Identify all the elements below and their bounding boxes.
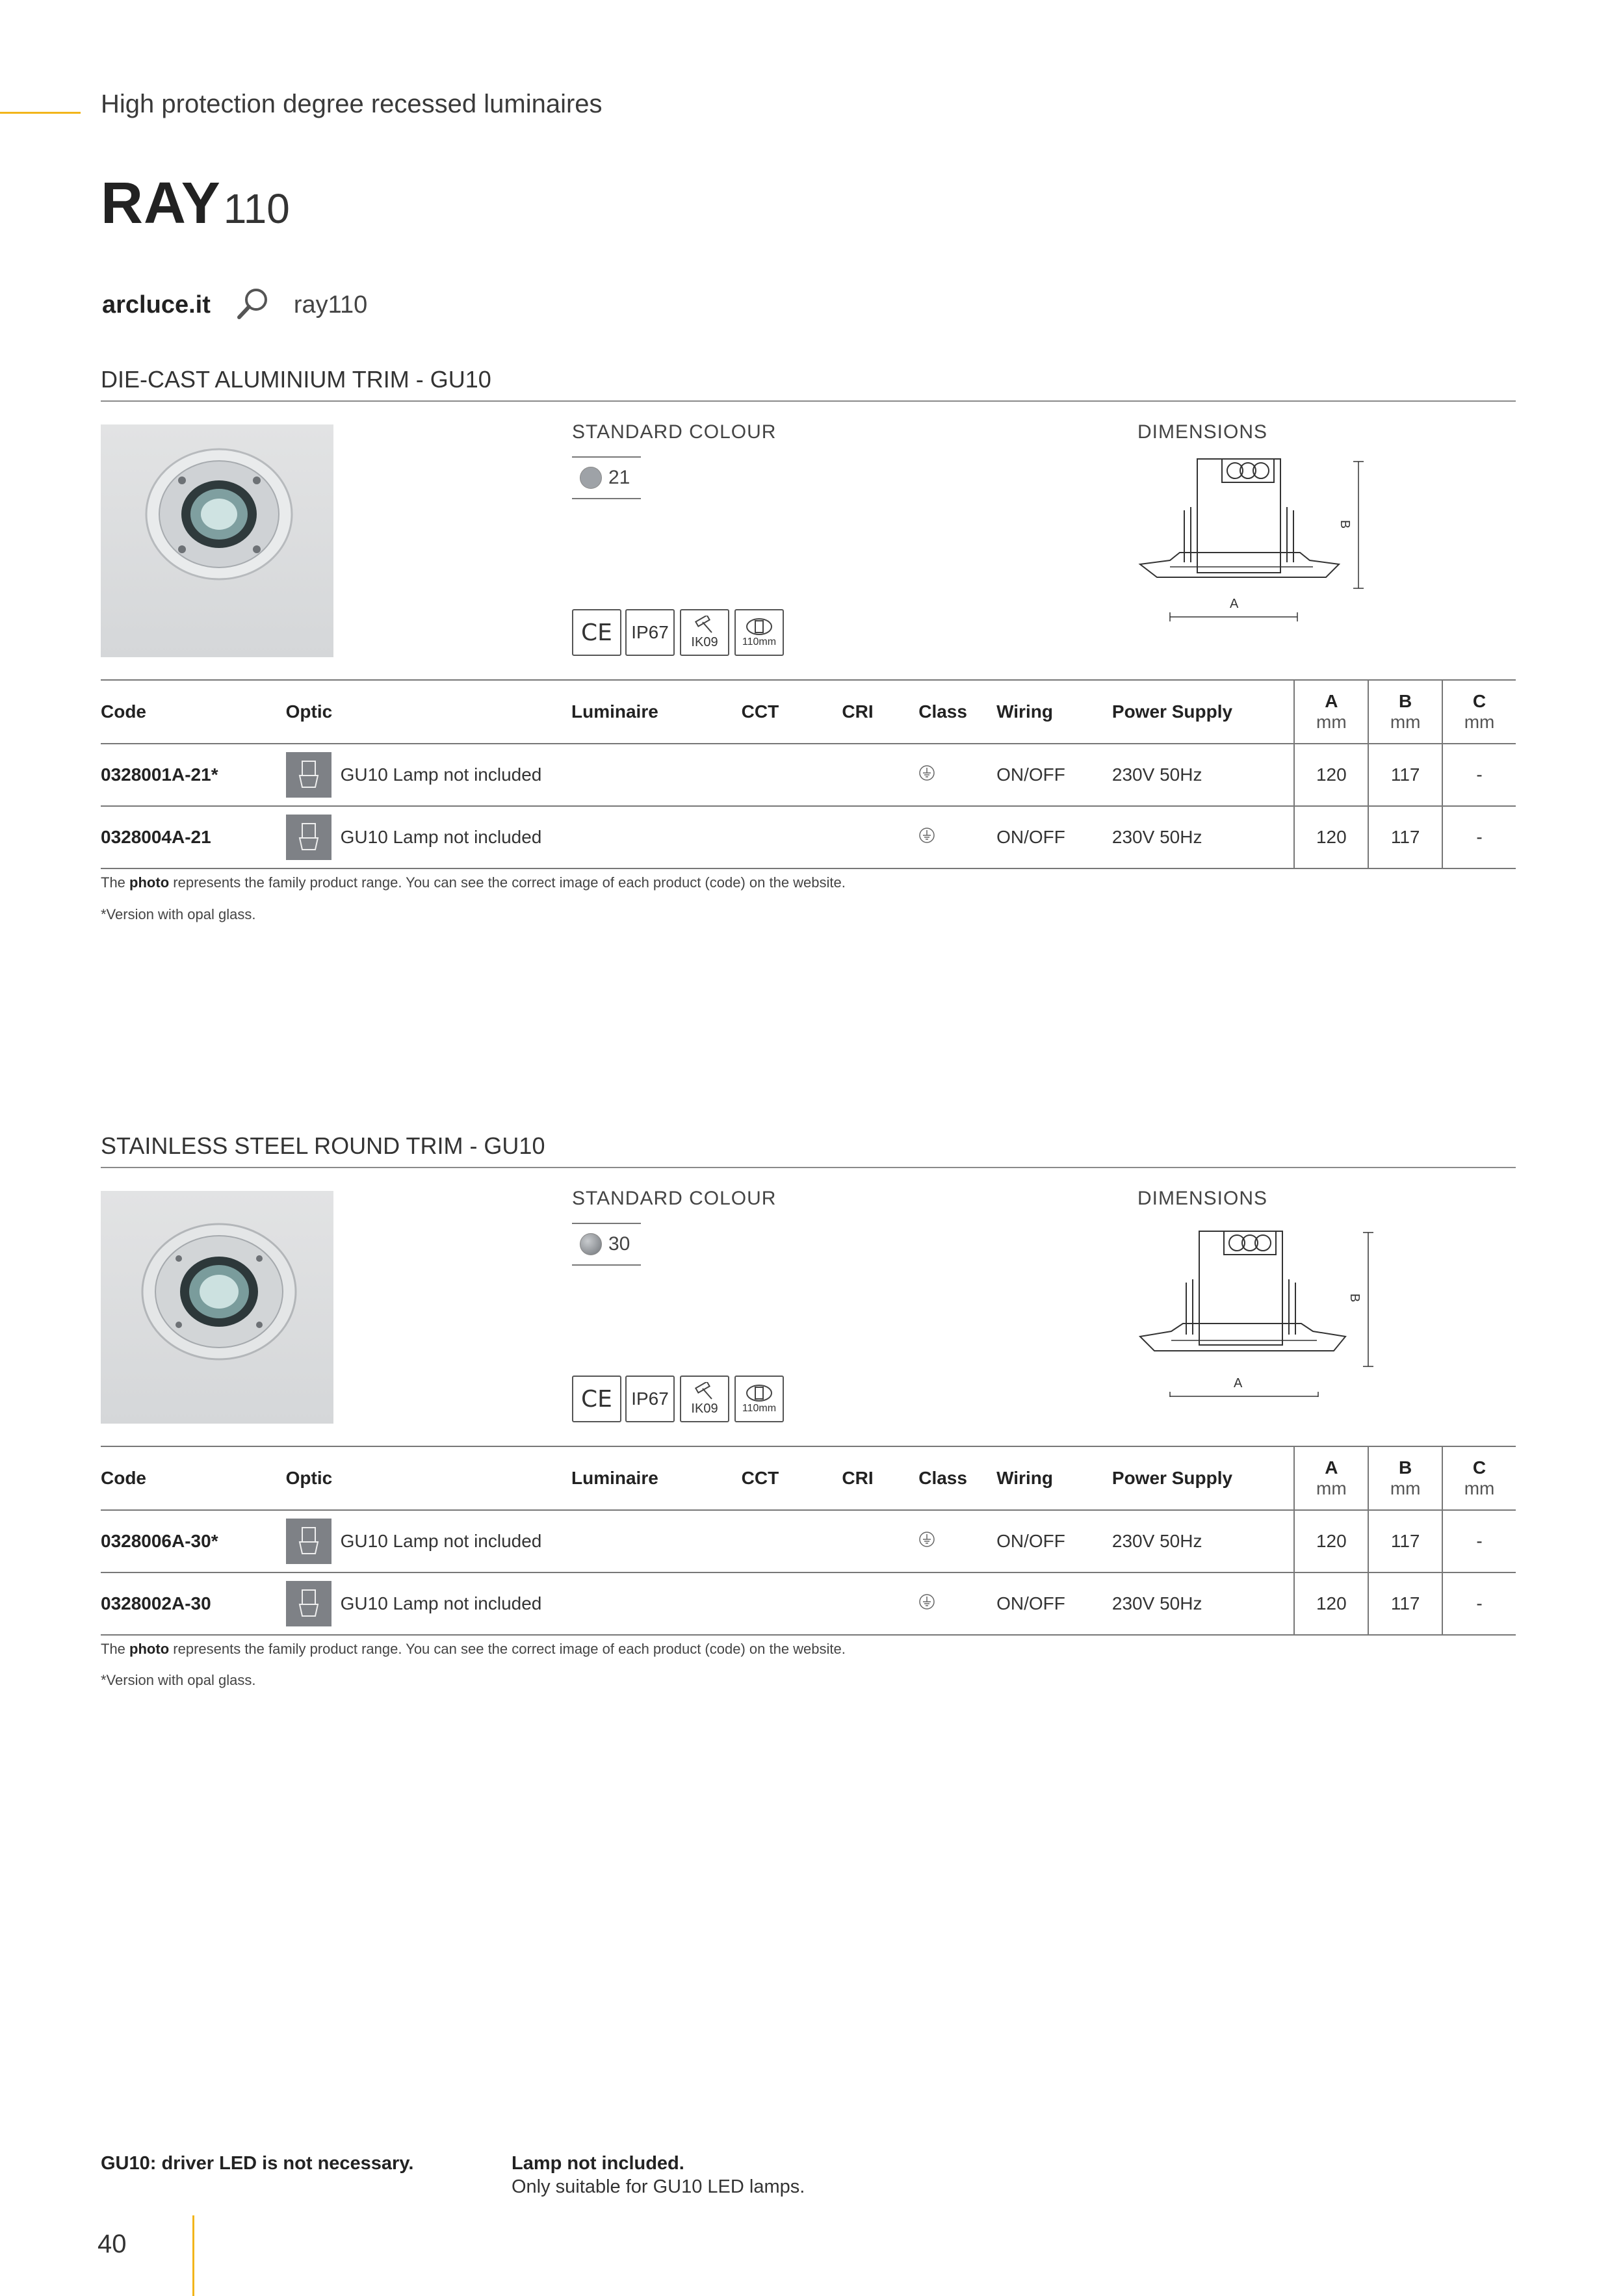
optic-text: GU10 Lamp not included [340, 827, 542, 847]
cri-cell [842, 1572, 918, 1635]
footer-accent-line [192, 2215, 194, 2296]
product-code[interactable]: 0328004A-21 [101, 806, 286, 868]
gu10-lamp-icon [286, 752, 331, 798]
wiring-cell: ON/OFF [996, 806, 1112, 868]
wiring-cell: ON/OFF [996, 1510, 1112, 1572]
dim-b-cell: 117 [1368, 744, 1442, 806]
product-photo [101, 1191, 333, 1424]
section-title: STAINLESS STEEL ROUND TRIM - GU10 [101, 1132, 545, 1159]
col-cri: CRI [842, 1446, 918, 1510]
col-b: B mm [1368, 680, 1442, 744]
colour-option[interactable] [572, 456, 641, 499]
class-cell [918, 1572, 996, 1635]
product-code[interactable]: 0328006A-30* [101, 1510, 286, 1572]
cutout-icon [744, 1383, 774, 1403]
dim-c-cell: - [1442, 744, 1516, 806]
dimension-drawing [1131, 449, 1378, 624]
gu10-lamp-icon [286, 815, 331, 860]
search-keyword[interactable]: ray110 [293, 291, 368, 319]
opal-glass-note: *Version with opal glass. [101, 906, 256, 922]
dim-a-cell: 120 [1294, 1510, 1368, 1572]
col-c: C mm [1442, 680, 1516, 744]
col-a: A mm [1294, 1446, 1368, 1510]
luminaire-cell [571, 744, 742, 806]
table-row[interactable] [101, 1572, 1516, 1635]
photo-note: The photo represents the family product range. You can see the correct image of each product (code) on the website. [101, 874, 846, 891]
cct-cell [742, 1510, 842, 1572]
cct-cell [742, 744, 842, 806]
cri-cell [842, 1510, 918, 1572]
power-cell: 230V 50Hz [1112, 1510, 1295, 1572]
col-b: B mm [1368, 1446, 1442, 1510]
dimensions-label: DIMENSIONS [1137, 1188, 1268, 1209]
search-icon [235, 286, 270, 324]
dim-a-cell: 120 [1294, 1572, 1368, 1635]
dim-c-cell: - [1442, 1510, 1516, 1572]
category-heading: High protection degree recessed luminaires [101, 90, 603, 118]
hammer-icon [692, 1382, 717, 1402]
ik-rating-badge: IK09 [680, 609, 729, 656]
colour-swatch [580, 1233, 602, 1255]
section-divider [101, 400, 1516, 402]
dimension-b-label: B [1347, 1293, 1362, 1303]
website-link[interactable]: arcluce.it [102, 291, 211, 319]
section-title: DIE-CAST ALUMINIUM TRIM - GU10 [101, 366, 491, 393]
standard-colour-label: STANDARD COLOUR [572, 1188, 777, 1209]
optic-cell [286, 744, 571, 806]
spec-table [101, 679, 1516, 869]
gu10-lamp-icon [286, 1581, 331, 1626]
col-c: C mm [1442, 1446, 1516, 1510]
wiring-cell: ON/OFF [996, 744, 1112, 806]
dim-b-cell: 117 [1368, 1510, 1442, 1572]
website-search-row [102, 286, 367, 324]
cri-cell [842, 806, 918, 868]
power-cell: 230V 50Hz [1112, 1572, 1295, 1635]
ik-rating-badge: IK09 [680, 1376, 729, 1422]
col-optic: Optic [286, 1446, 571, 1510]
product-name-light: 110 [223, 185, 290, 232]
dim-b-cell: 117 [1368, 1572, 1442, 1635]
dim-a-cell: 120 [1294, 744, 1368, 806]
col-wiring: Wiring [996, 680, 1112, 744]
optic-cell [286, 1572, 571, 1635]
col-power: Power Supply [1112, 1446, 1295, 1510]
col-code: Code [101, 680, 286, 744]
product-code[interactable]: 0328002A-30 [101, 1572, 286, 1635]
optic-text: GU10 Lamp not included [340, 1593, 542, 1613]
opal-glass-note: *Version with opal glass. [101, 1672, 256, 1688]
product-photo [101, 424, 333, 657]
table-row[interactable] [101, 806, 1516, 868]
class-cell [918, 1510, 996, 1572]
colour-code: 30 [608, 1233, 630, 1255]
ip-rating-badge: IP67 [625, 1376, 675, 1422]
col-code: Code [101, 1446, 286, 1510]
dimension-drawing [1131, 1222, 1384, 1398]
power-cell: 230V 50Hz [1112, 744, 1295, 806]
gu10-lamp-icon [286, 1519, 331, 1564]
cutout-size-badge: 110mm [734, 609, 784, 656]
section-divider [101, 1167, 1516, 1168]
spec-table [101, 1446, 1516, 1636]
table-header-row [101, 1446, 1516, 1510]
dimension-a-label: A [1234, 1376, 1243, 1390]
optic-cell [286, 1510, 571, 1572]
optic-cell [286, 806, 571, 868]
class-cell [918, 744, 996, 806]
col-luminaire: Luminaire [571, 680, 742, 744]
table-row[interactable] [101, 1510, 1516, 1572]
hammer-icon [692, 616, 717, 635]
product-name-bold: RAY [101, 171, 221, 236]
optic-text: GU10 Lamp not included [340, 764, 542, 785]
table-header-row [101, 680, 1516, 744]
col-cct: CCT [742, 680, 842, 744]
class-cell [918, 806, 996, 868]
col-cct: CCT [742, 1446, 842, 1510]
cutout-icon [744, 617, 774, 636]
luminaire-cell [571, 1510, 742, 1572]
earth-ground-icon [918, 764, 935, 781]
table-row[interactable] [101, 744, 1516, 806]
earth-ground-icon [918, 1593, 935, 1610]
lamp-note-title: Lamp not included. [512, 2153, 684, 2174]
lamp-note [512, 2152, 805, 2198]
col-luminaire: Luminaire [571, 1446, 742, 1510]
optic-text: GU10 Lamp not included [340, 1531, 542, 1551]
photo-note: The photo represents the family product range. You can see the correct image of each product (code) on the website. [101, 1641, 846, 1657]
cri-cell [842, 744, 918, 806]
product-code[interactable]: 0328001A-21* [101, 744, 286, 806]
dim-c-cell: - [1442, 806, 1516, 868]
power-cell: 230V 50Hz [1112, 806, 1295, 868]
col-a: A mm [1294, 680, 1368, 744]
luminaire-cell [571, 1572, 742, 1635]
header-accent-line [0, 112, 81, 114]
lamp-note-text: Only suitable for GU10 LED lamps. [512, 2176, 805, 2197]
col-cri: CRI [842, 680, 918, 744]
col-power: Power Supply [1112, 680, 1295, 744]
col-class: Class [918, 1446, 996, 1510]
dimension-b-label: B [1338, 519, 1353, 529]
colour-option[interactable] [572, 1223, 641, 1266]
dimension-a-label: A [1230, 597, 1239, 611]
ce-mark-icon: CE [572, 1376, 621, 1422]
page-number: 40 [97, 2230, 127, 2258]
col-class: Class [918, 680, 996, 744]
colour-swatch [580, 467, 602, 489]
standard-colour-label: STANDARD COLOUR [572, 421, 777, 443]
col-wiring: Wiring [996, 1446, 1112, 1510]
earth-ground-icon [918, 827, 935, 844]
cct-cell [742, 806, 842, 868]
colour-code: 21 [608, 467, 630, 488]
luminaire-cell [571, 806, 742, 868]
ip-rating-badge: IP67 [625, 609, 675, 656]
earth-ground-icon [918, 1531, 935, 1548]
dimensions-label: DIMENSIONS [1137, 421, 1268, 443]
product-title [101, 170, 290, 237]
cct-cell [742, 1572, 842, 1635]
ce-mark-icon: CE [572, 609, 621, 656]
col-optic: Optic [286, 680, 571, 744]
driver-note: GU10: driver LED is not necessary. [101, 2153, 414, 2174]
dim-a-cell: 120 [1294, 806, 1368, 868]
dim-b-cell: 117 [1368, 806, 1442, 868]
dim-c-cell: - [1442, 1572, 1516, 1635]
cutout-size-badge: 110mm [734, 1376, 784, 1422]
wiring-cell: ON/OFF [996, 1572, 1112, 1635]
